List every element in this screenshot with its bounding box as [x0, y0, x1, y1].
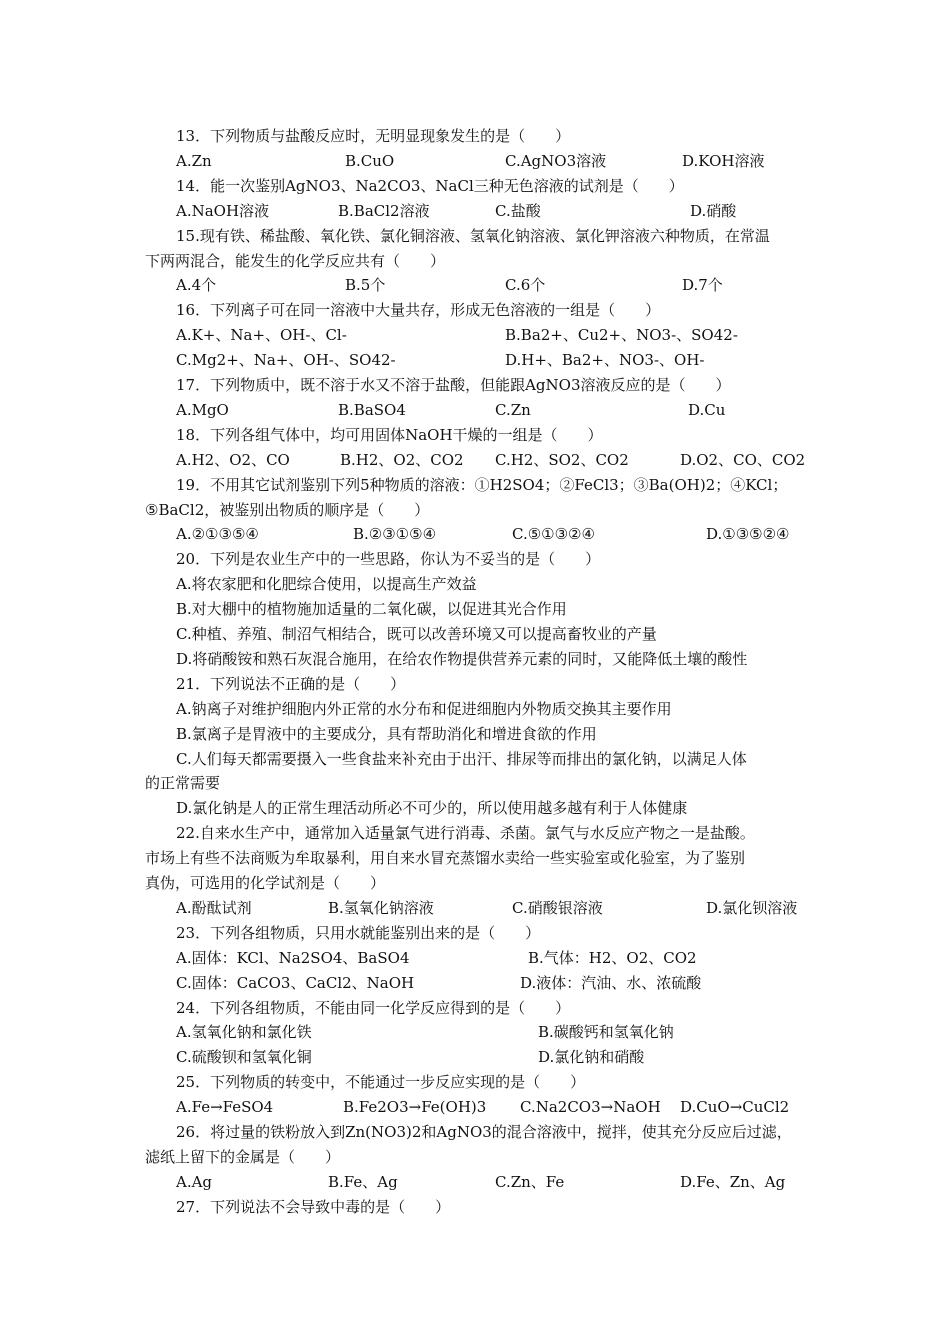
- question-line: A.将农家肥和化肥综合使用，以提高生产效益: [176, 575, 477, 593]
- answer-option: B.Fe2O3→Fe(OH)3: [343, 1098, 487, 1116]
- answer-option: A.MgO: [176, 401, 229, 419]
- answer-option: A.Ag: [176, 1173, 213, 1191]
- answer-option: C.硝酸银溶液: [512, 899, 603, 917]
- answer-option: D.H+、Ba2+、NO3-、OH-: [505, 351, 705, 369]
- answer-option: B.Fe、Ag: [328, 1173, 398, 1191]
- question-line: 13．下列物质与盐酸反应时，无明显现象发生的是（ ）: [176, 127, 571, 145]
- question-continuation: 滤纸上留下的金属是（ ）: [145, 1148, 341, 1166]
- answer-option: C.Zn: [495, 401, 531, 419]
- answer-option: A.固体：KCl、Na2SO4、BaSO4: [176, 949, 410, 967]
- answer-option: A.H2、O2、CO: [176, 451, 290, 469]
- answer-option: A.酚酞试剂: [176, 899, 252, 917]
- question-continuation: 的正常需要: [145, 774, 221, 792]
- answer-option: D.氯化钠和硝酸: [538, 1048, 645, 1066]
- answer-option: C.Zn、Fe: [495, 1173, 565, 1191]
- answer-option: B.氢氧化钠溶液: [328, 899, 434, 917]
- question-line: 19．不用其它试剂鉴别下列5种物质的溶液：①H2SO4；②FeCl3；③Ba(OH)2；④KCl；: [176, 476, 788, 494]
- answer-option: A.Fe→FeSO4: [176, 1098, 274, 1116]
- answer-option: C.AgNO3溶液: [505, 152, 607, 170]
- answer-option: C.盐酸: [495, 202, 541, 220]
- question-line: C.人们每天都需要摄入一些食盐来补充由于出汗、排尿等而排出的氯化钠，以满足人体: [176, 750, 747, 768]
- answer-option: A.氢氧化钠和氯化铁: [176, 1023, 312, 1041]
- answer-option: D.Fe、Zn、Ag: [680, 1173, 786, 1191]
- answer-option: C.固体：CaCO3、CaCl2、NaOH: [176, 974, 415, 992]
- answer-option: D.7个: [682, 276, 723, 294]
- answer-option: A.②①③⑤④: [176, 525, 259, 543]
- answer-option: B.5个: [345, 276, 386, 294]
- question-line: 17．下列物质中，既不溶于水又不溶于盐酸，但能跟AgNO3溶液反应的是（ ）: [176, 376, 731, 394]
- answer-option: D.CuO→CuCl2: [680, 1098, 790, 1116]
- question-line: B.氯离子是胃液中的主要成分，具有帮助消化和增进食欲的作用: [176, 725, 597, 743]
- answer-option: D.液体：汽油、水、浓硫酸: [520, 974, 702, 992]
- question-line: 18．下列各组气体中，均可用固体NaOH干燥的一组是（ ）: [176, 426, 603, 444]
- answer-option: D.氯化钡溶液: [706, 899, 798, 917]
- answer-option: A.Zn: [176, 152, 212, 170]
- answer-option: B.CuO: [345, 152, 395, 170]
- question-line: 26．将过量的铁粉放入到Zn(NO3)2和AgNO3的混合溶液中，搅拌，使其充分反应后过滤，: [176, 1123, 792, 1141]
- answer-option: B.Ba2+、Cu2+、NO3-、SO42-: [505, 326, 738, 344]
- question-line: 23．下列各组物质，只用水就能鉴别出来的是（ ）: [176, 924, 541, 942]
- answer-option: A.K+、Na+、OH-、Cl-: [176, 326, 347, 344]
- question-line: B.对大棚中的植物施加适量的二氧化碳，以促进其光合作用: [176, 600, 567, 618]
- answer-option: B.H2、O2、CO2: [340, 451, 464, 469]
- question-line: 16．下列离子可在同一溶液中大量共存，形成无色溶液的一组是（ ）: [176, 301, 661, 319]
- answer-option: B.气体：H2、O2、CO2: [528, 949, 697, 967]
- question-continuation: ⑤BaCl2，被鉴别出物质的顺序是（ ）: [145, 501, 430, 519]
- question-line: A.钠离子对维护细胞内外正常的水分布和促进细胞内外物质交换其主要作用: [176, 700, 672, 718]
- answer-option: B.BaCl2溶液: [338, 202, 430, 220]
- question-line: D.氯化钠是人的正常生理活动所必不可少的，所以使用越多越有利于人体健康: [176, 799, 688, 817]
- question-continuation: 市场上有些不法商贩为牟取暴利，用自来水冒充蒸馏水卖给一些实验室或化验室，为了鉴别: [145, 849, 746, 867]
- question-continuation: 真伪，可选用的化学试剂是（ ）: [145, 874, 386, 892]
- answer-option: D.O2、CO、CO2: [680, 451, 806, 469]
- question-line: 24．下列各组物质，不能由同一化学反应得到的是（ ）: [176, 999, 571, 1017]
- question-line: 15.现有铁、稀盐酸、氧化铁、氯化铜溶液、氢氧化钠溶液、氯化钾溶液六种物质，在常温: [176, 227, 770, 245]
- question-line: 22.自来水生产中，通常加入适量氯气进行消毒、杀菌。氯气与水反应产物之一是盐酸。: [176, 824, 755, 842]
- answer-option: C.⑤①③②④: [512, 525, 595, 543]
- answer-option: C.硫酸钡和氢氧化铜: [176, 1048, 312, 1066]
- answer-option: D.①③⑤②④: [706, 525, 790, 543]
- question-line: C.种植、养殖、制沼气相结合，既可以改善环境又可以提高畜牧业的产量: [176, 625, 657, 643]
- answer-option: C.Mg2+、Na+、OH-、SO42-: [176, 351, 396, 369]
- answer-option: D.硝酸: [690, 202, 737, 220]
- answer-option: B.BaSO4: [338, 401, 406, 419]
- answer-option: D.KOH溶液: [682, 152, 765, 170]
- question-line: 20．下列是农业生产中的一些思路，你认为不妥当的是（ ）: [176, 550, 601, 568]
- answer-option: C.Na2CO3→NaOH: [520, 1098, 661, 1116]
- answer-option: B.碳酸钙和氢氧化钠: [538, 1023, 674, 1041]
- question-line: 14．能一次鉴别AgNO3、Na2CO3、NaCl三种无色溶液的试剂是（ ）: [176, 177, 684, 195]
- answer-option: C.H2、SO2、CO2: [495, 451, 629, 469]
- question-line: 27．下列说法不会导致中毒的是（ ）: [176, 1198, 451, 1216]
- answer-option: B.②③①⑤④: [353, 525, 437, 543]
- question-line: 25．下列物质的转变中，不能通过一步反应实现的是（ ）: [176, 1073, 586, 1091]
- question-continuation: 下两两混合，能发生的化学反应共有（ ）: [145, 252, 446, 270]
- answer-option: A.4个: [176, 276, 217, 294]
- answer-option: C.6个: [505, 276, 546, 294]
- question-line: D.将硝酸铵和熟石灰混合施用，在给农作物提供营养元素的同时，又能降低土壤的酸性: [176, 650, 748, 668]
- answer-option: D.Cu: [688, 401, 726, 419]
- answer-option: A.NaOH溶液: [176, 202, 270, 220]
- question-line: 21．下列说法不正确的是（ ）: [176, 675, 406, 693]
